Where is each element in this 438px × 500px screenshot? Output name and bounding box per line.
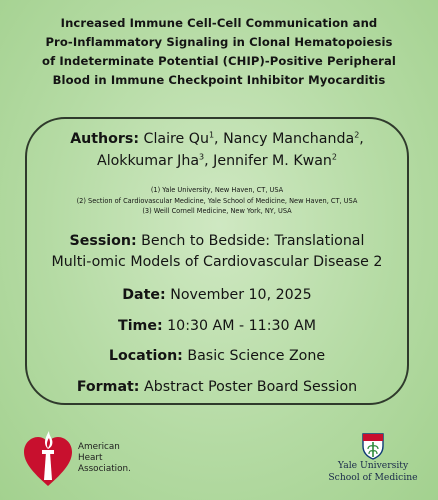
- affiliation-1: (1) Yale University, New Haven, CT, USA: [150, 186, 284, 194]
- session-line-2: Multi-omic Models of Cardiovascular Disease 2: [51, 254, 383, 270]
- yale-line-1: Yale University: [337, 460, 409, 471]
- yale-wordmark: [318, 460, 428, 484]
- format-value: Abstract Poster Board Session: [144, 379, 358, 395]
- title-line-2: Pro-Inflammatory Signaling in Clonal Hematopoiesis: [45, 35, 393, 49]
- author-2-sup: 2: [354, 130, 360, 140]
- time-label: Time:: [118, 318, 163, 334]
- yale-line-2: School of Medicine: [328, 471, 418, 483]
- info-card: [25, 117, 409, 405]
- time-row: [27, 316, 407, 336]
- author-4-sup: 2: [331, 152, 338, 162]
- time-value: 10:30 AM - 11:30 AM: [167, 318, 316, 334]
- poster-title: [10, 14, 428, 90]
- yale-logo: [318, 430, 428, 490]
- session-line-1: Bench to Bedside: Translational: [141, 233, 365, 249]
- title-line-3: of Indeterminate Potential (CHIP)-Positive Peripheral: [42, 54, 396, 68]
- author-4: Jennifer M. Kwan: [213, 153, 332, 169]
- authors-label: Authors:: [70, 131, 140, 147]
- format-row: [27, 377, 407, 397]
- aha-line-1: American: [78, 442, 120, 452]
- location-label: Location:: [108, 348, 183, 364]
- session-block: [27, 231, 407, 273]
- yale-shield-icon: [361, 432, 385, 460]
- affiliation-2: (2) Section of Cardiovascular Medicine, Yale School of Medicine, New Haven, CT, USA: [76, 196, 358, 205]
- aha-logo: [22, 428, 152, 488]
- aha-heart-torch-icon: [22, 428, 74, 488]
- title-line-1: Increased Immune Cell-Cell Communication and: [60, 16, 378, 30]
- affiliations: [27, 185, 407, 217]
- aha-wordmark: [78, 442, 131, 474]
- author-2: Nancy Manchanda: [223, 131, 355, 147]
- location-value: Basic Science Zone: [187, 348, 326, 364]
- date-value: November 10, 2025: [170, 287, 312, 303]
- aha-line-2: Heart: [78, 452, 103, 463]
- author-1: Claire Qu: [143, 131, 209, 147]
- location-row: [27, 346, 407, 366]
- session-label: Session:: [69, 233, 137, 249]
- affiliation-3: (3) Weill Cornell Medicine, New York, NY, USA: [142, 207, 292, 215]
- format-label: Format:: [76, 379, 140, 395]
- date-label: Date:: [122, 287, 166, 303]
- aha-line-3: Association.: [78, 463, 131, 474]
- author-3: Alokkumar Jha: [96, 153, 200, 169]
- date-row: [27, 285, 407, 305]
- author-1-sup: 1: [208, 130, 215, 140]
- title-line-4: Blood in Immune Checkpoint Inhibitor Myocarditis: [52, 73, 386, 87]
- author-3-sup: 3: [199, 152, 205, 162]
- authors-block: Authors: Claire Qu$^1$, Nancy Manchanda$^2$, Alokkumar Jha$^3$, Jennifer M. Kwan$^2$: [70, 130, 364, 169]
